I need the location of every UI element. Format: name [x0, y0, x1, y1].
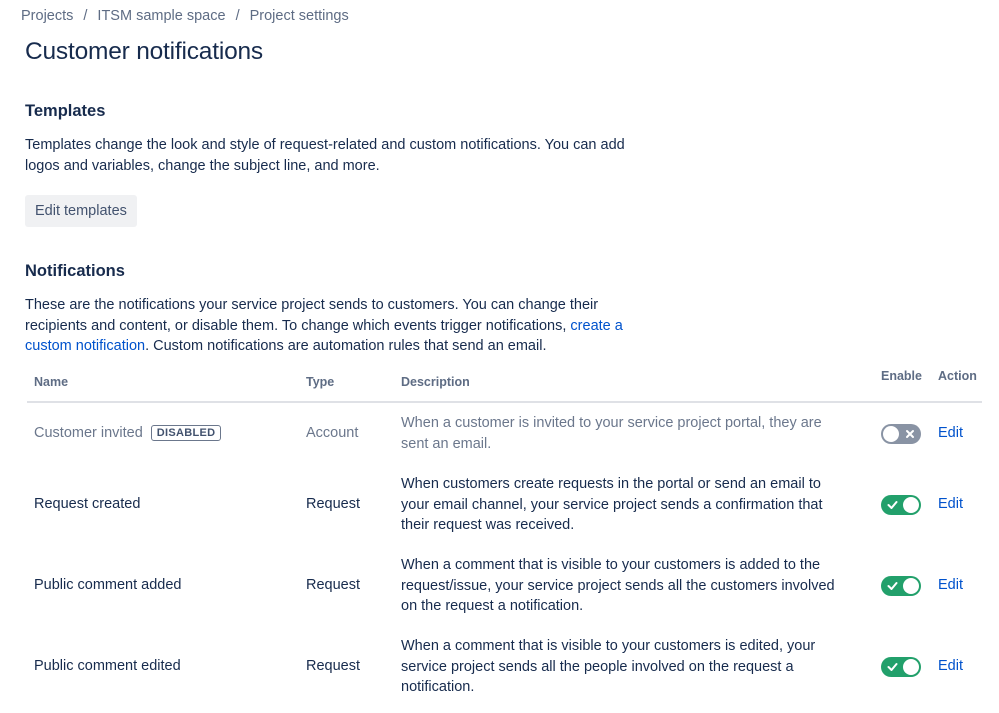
notifications-heading: Notifications	[25, 262, 125, 280]
notification-type: Account	[306, 425, 359, 441]
notification-type: Request	[306, 496, 361, 512]
notification-name: Public comment added	[34, 577, 182, 593]
column-header-description: Description	[401, 375, 470, 389]
breadcrumb-projects[interactable]: Projects	[21, 8, 74, 24]
notifications-description-text: These are the notifications your service project sends to customers. You can change their recipients and content, or disable them. To change which events trigger notifications,	[25, 297, 599, 334]
table-header-divider	[27, 401, 982, 403]
enable-toggle[interactable]	[881, 657, 921, 677]
breadcrumb	[21, 8, 349, 24]
breadcrumb-separator: /	[83, 8, 88, 24]
check-icon	[884, 576, 900, 596]
enable-toggle[interactable]	[881, 424, 921, 444]
notification-type: Request	[306, 658, 361, 674]
notification-name: Request created	[34, 496, 141, 512]
notification-description: When a comment that is visible to your customers is added to the request/issue, your service project sends all the customers involved on the request a notification.	[401, 557, 835, 614]
edit-templates-button[interactable]: Edit templates	[25, 195, 137, 227]
column-header-action: Action	[938, 369, 977, 383]
enable-toggle[interactable]	[881, 576, 921, 596]
breadcrumb-separator: /	[235, 8, 240, 24]
notification-name	[34, 425, 221, 441]
column-header-enable: Enable	[881, 369, 922, 383]
create-custom-notification-link[interactable]: create a custom notification	[25, 317, 623, 354]
edit-link[interactable]: Edit	[938, 658, 963, 674]
enable-toggle[interactable]	[881, 495, 921, 515]
column-header-name: Name	[34, 375, 69, 389]
breadcrumb-project-settings[interactable]: Project settings	[249, 8, 349, 24]
toggle-knob	[903, 578, 919, 594]
notification-description: When a comment that is visible to your customers is edited, your service project sends all the people involved on the request a notification.	[401, 638, 816, 695]
toggle-knob	[903, 659, 919, 675]
notification-name: Public comment edited	[34, 658, 181, 674]
notification-name-text: Customer invited	[34, 425, 143, 441]
notifications-description	[25, 295, 635, 357]
check-icon	[884, 495, 900, 515]
toggle-knob	[903, 497, 919, 513]
column-header-type: Type	[306, 375, 335, 389]
cross-icon	[902, 424, 918, 444]
toggle-knob	[883, 426, 899, 442]
check-icon	[884, 657, 900, 677]
status-badge: DISABLED	[151, 425, 222, 441]
edit-link[interactable]: Edit	[938, 425, 963, 441]
edit-link[interactable]: Edit	[938, 577, 963, 593]
notification-description: When a customer is invited to your service project portal, they are sent an email.	[401, 415, 822, 452]
breadcrumb-itsm-sample-space[interactable]: ITSM sample space	[97, 8, 226, 24]
notification-description: When customers create requests in the portal or send an email to your email channel, your service project sends a confirmation that their request was received.	[401, 476, 823, 533]
templates-heading: Templates	[25, 102, 106, 120]
templates-description: Templates change the look and style of request-related and custom notifications. You can add logos and variables, change the subject line, and more.	[25, 137, 625, 174]
edit-link[interactable]: Edit	[938, 496, 963, 512]
notification-type: Request	[306, 577, 361, 593]
notifications-description-text-end: . Custom notifications are automation rules that send an email.	[145, 338, 547, 354]
page-title: Customer notifications	[25, 38, 263, 65]
